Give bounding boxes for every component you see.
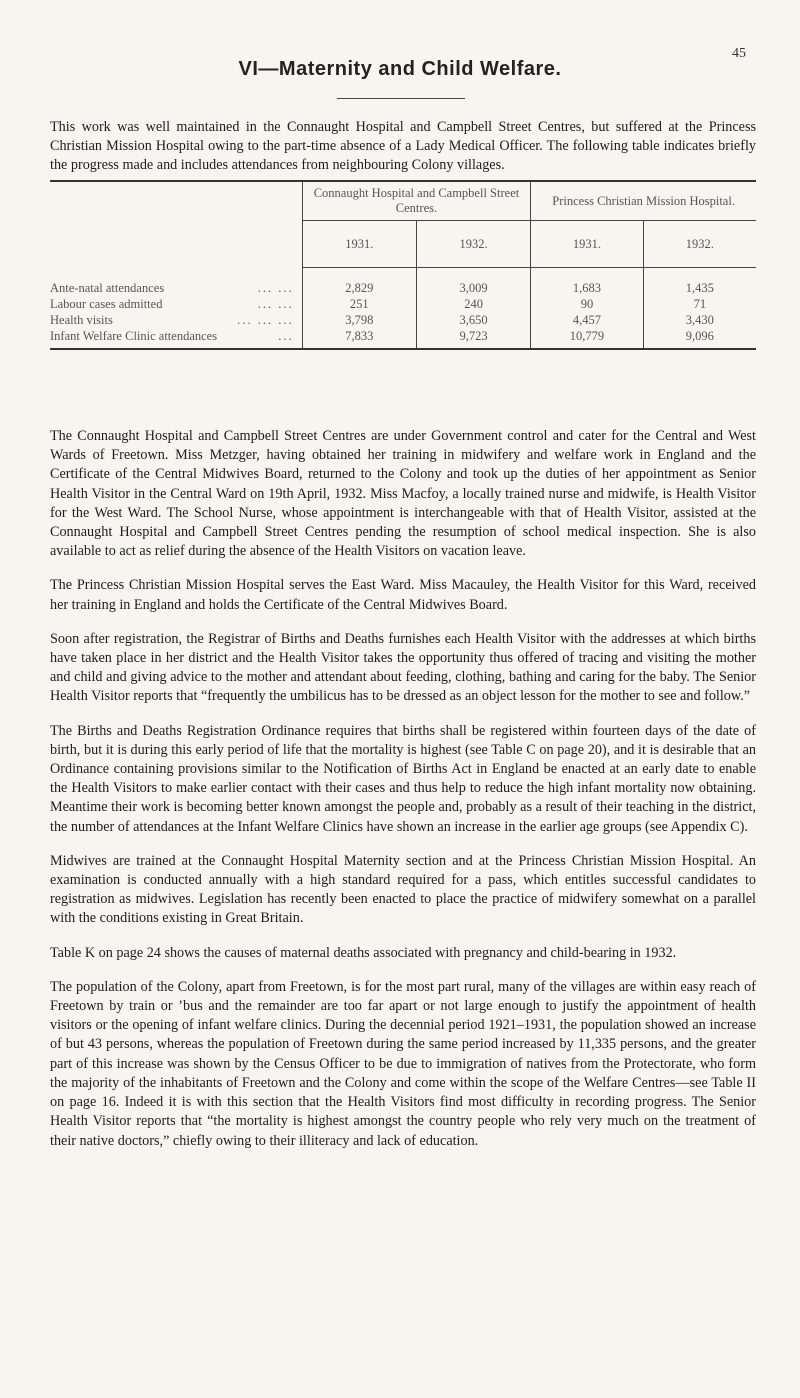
table-cell: 9,723 [416, 328, 530, 349]
paragraph: The Connaught Hospital and Campbell Street Centres are under Government control and cater for the Central and West Wards of Freetown. Miss Metzger, having obtained her training in midwifery and welfare work in England and the Certificate of the Central Midwives Board, returned to the Colony and took up the duties of her appointment as Senior Health Visitor in the Central Ward on 19th April, 1932. Miss Macfoy, a locally trained nurse and midwife, is Health Visitor for the West Ward. The School Nurse, whose appointment is interchangeable with that of Health Visitor, assisted at the Connaught Hospital and Campbell Street Centres pending the resumption of school medical inspection. She is also available to act as relief during the absence of the Health Visitors on vacation leave. [50, 428, 756, 560]
title-underline [337, 98, 465, 99]
leader-dots: ... [278, 329, 294, 343]
row-label: Ante-natal attendances [50, 280, 165, 295]
table-cell: 7,833 [302, 328, 416, 349]
paragraph: Table K on page 24 shows the causes of maternal deaths associated with pregnancy and child-bearing in 1932. [50, 944, 677, 961]
main-text [50, 427, 756, 1166]
table-row [50, 268, 756, 297]
year-header: 1932. [643, 221, 756, 268]
table-cell: 3,430 [643, 312, 756, 328]
table-cell: 3,009 [416, 268, 530, 297]
table-cell: 2,829 [302, 268, 416, 297]
table-row [50, 312, 756, 328]
table-cell: 240 [416, 296, 530, 312]
table-cell: 1,683 [531, 268, 643, 297]
year-header: 1931. [531, 221, 643, 268]
year-header: 1932. [416, 221, 530, 268]
paragraph: Midwives are trained at the Connaught Hospital Maternity section and at the Princess Christian Mission Hospital. An examination is conducted annually with a high standard required for a pass, which entitles successful candidates to registration as midwives. Legislation has recently been enacted to place the practice of midwifery somewhat on a parallel with the conditions existing in Great Britain. [50, 852, 756, 927]
table-row [50, 296, 756, 312]
paragraph: The Princess Christian Mission Hospital serves the East Ward. Miss Macauley, the Health Visitor for this Ward, received her training in England and holds the Certificate of the Central Midwives Board. [50, 577, 756, 613]
intro-paragraph: This work was well maintained in the Connaught Hospital and Campbell Street Centres, but suffered at the Princess Christian Mission Hospital owing to the part-time absence of a Lady Medical Officer. The following table indicates briefly the progress made and includes attendances from neighbouring Colony villages. [50, 119, 756, 174]
table-cell: 4,457 [531, 312, 643, 328]
table-cell: 9,096 [643, 328, 756, 349]
paragraph: The Births and Deaths Registration Ordinance requires that births shall be registered within fourteen days of the date of birth, but it is during this early period of life that the mortality is highest (see Table C on page 20), and it is desirable that an Ordinance containing provisions similar to the Notification of Births Act in England be enacted at an early date to enable the Health Visitors to make earlier contact with their cases and thus help to reduce the high infant mortality now obtaining. Meantime their work is becoming better known amongst the people and, probably as a result of their teaching in the district, the number of attendances at the Infant Welfare Clinics have shown an increase in the earlier age groups (see Appendix C). [50, 722, 756, 835]
attendance-table [50, 180, 756, 350]
table-cell: 71 [643, 296, 756, 312]
group-header-connaught: Connaught Hospital and Campbell Street Centres. [302, 182, 531, 221]
table-cell: 3,798 [302, 312, 416, 328]
paragraph: The population of the Colony, apart from Freetown, is for the most part rural, many of the villages are within easy reach of Freetown by train or ’bus and the remainder are too far apart or not large enough to justify the appointment of health visitors or the opening of infant welfare clinics. During the decennial period 1921–1931, the population showed an increase of but 43 persons, whereas the population of Freetown during the same period increased by 11,335 persons, and the greater part of this increase was shown by the Census Officer to be due to immigration of natives from the Protectorate, who form the majority of the inhabitants of Freetown and the Colony and come within the scope of the Welfare Centres—see Table II on page 16. Indeed it is with this section that the Health Visitors find most difficulty in recording progress. The Senior Health Visitor reports that “the mortality is highest amongst the country people who rely very much on the treatment of their native doctors,” chiefly owing to their illiteracy and lack of education. [50, 978, 756, 1149]
leader-dots: ... ... ... [237, 313, 294, 327]
table-row [50, 328, 756, 349]
row-label: Health visits [50, 313, 113, 327]
section-title: VI—Maternity and Child Welfare. [238, 58, 562, 80]
leader-dots: ... ... [257, 297, 294, 311]
page-number: 45 [732, 46, 746, 61]
table-cell: 1,435 [643, 268, 756, 297]
table-cell: 3,650 [416, 312, 530, 328]
year-header: 1931. [302, 221, 416, 268]
table-stub-header [50, 182, 302, 268]
table-cell: 251 [302, 296, 416, 312]
table-cell: 90 [531, 296, 643, 312]
paragraph: Soon after registration, the Registrar of Births and Deaths furnishes each Health Visitor with the addresses at which births have taken place in her district and the Health Visitor takes the opportunity thus offered of tracing and visiting the mother and child and giving advice to the mother and attendant about feeding, clothing, bathing and caring for the baby. The Senior Health Visitor reports that “frequently the umbilicus has to be dressed as an object lesson for the mother to see and follow.” [50, 630, 756, 705]
row-label: Labour cases admitted [50, 297, 163, 311]
leader-dots: ... ... [257, 280, 294, 295]
table-cell: 10,779 [531, 328, 643, 349]
row-label: Infant Welfare Clinic attendances [50, 329, 218, 343]
group-header-princess-christian: Princess Christian Mission Hospital. [531, 182, 756, 221]
